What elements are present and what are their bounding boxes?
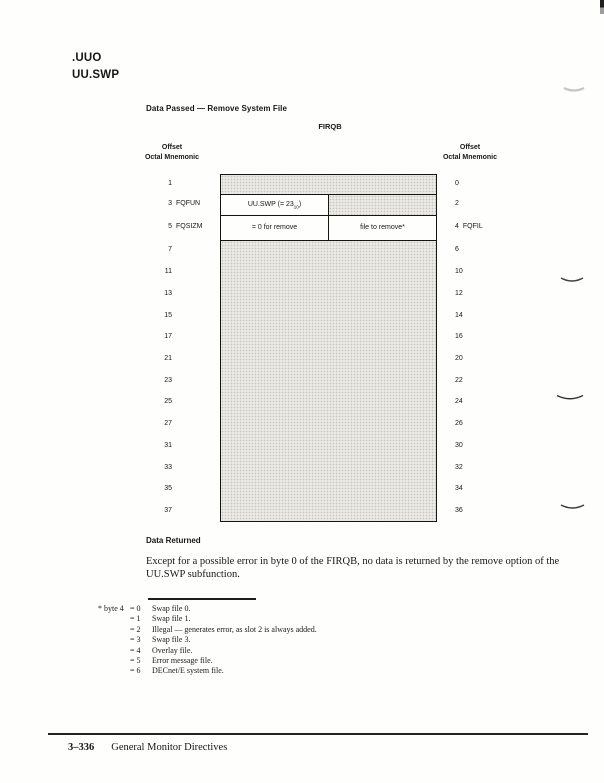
offset-label-left: 1 [168, 179, 172, 187]
footer-chapter-title: General Monitor Directives [111, 742, 228, 753]
offset-label-right: 24 [455, 398, 463, 406]
offset-label-right: 34 [455, 485, 463, 493]
offset-label-left: 27 [164, 420, 172, 428]
offset-label-left: 35 [164, 485, 172, 493]
offset-label-right: 26 [455, 420, 463, 428]
offset-header-left-line2: Octal Mnemonic [144, 153, 200, 161]
offset-label-left: 33 [164, 463, 172, 471]
data-returned-body: Except for a possible error in byte 0 of the FIRQB, no data is returned by the remove option of the UU.SWP subfunction. [146, 556, 560, 580]
scan-mark-right-4 [560, 503, 585, 512]
firqb-rows-reserved-block [221, 241, 436, 522]
firqb-diagram [220, 174, 437, 522]
scan-mark-top-right [600, 0, 604, 14]
page-number: 3–336 [68, 742, 95, 753]
offset-label-right: 22 [455, 376, 463, 384]
footnote-line: = 1 Swap file 1. [130, 614, 191, 624]
offset-label-right: 10 [455, 268, 463, 276]
offset-label-left: 5 FQSIZM [168, 223, 203, 231]
footnote-line: = 2 Illegal — generates error, as slot 2 is always added. [130, 624, 317, 634]
offset-label-right: 32 [455, 463, 463, 471]
offset-label-left: 13 [164, 289, 172, 297]
footnote-block [98, 604, 317, 677]
offset-label-right: 36 [455, 507, 463, 515]
offset-label-left: 37 [164, 507, 172, 515]
running-head-uuo: .UUO [72, 52, 102, 64]
firqb-row-reserved-0 [221, 175, 436, 195]
offset-label-left: 3 FQFUN [168, 200, 201, 208]
offset-label-right: 6 [455, 246, 459, 254]
running-head [72, 50, 119, 83]
data-returned-title: Data Returned [146, 536, 201, 545]
offset-header-right [410, 143, 530, 162]
footnote-line: = 6 DECnet/E system file. [130, 666, 224, 676]
offset-label-left: 11 [164, 268, 172, 276]
offset-label-right: 16 [455, 333, 463, 341]
firqb-cell-fqfil [329, 216, 436, 240]
firqb-diagram-title: FIRQB [318, 122, 342, 131]
offset-label-right: 20 [455, 355, 463, 362]
offset-header-right-line1: Offset [459, 144, 481, 151]
fqsizm-value: = 0 for remove [251, 224, 298, 232]
offset-header-right-line2: Octal Mnemonic [442, 153, 498, 161]
scan-mark-right-1 [563, 85, 585, 94]
offset-label-left: 25 [164, 398, 172, 406]
fqfil-value: file to remove* [360, 224, 405, 232]
offset-label-left: 17 [164, 333, 172, 341]
firqb-row-fqfun [221, 195, 436, 217]
offset-label-left: 15 [164, 311, 172, 319]
section-title: Data Passed — Remove System File [146, 104, 288, 113]
firqb-cell-fqsizm [221, 216, 329, 240]
offset-label-right: 14 [455, 311, 463, 319]
offset-label-right: 4 FQFIL [455, 223, 483, 231]
footnote-rule [148, 598, 256, 600]
offset-label-left: 7 [168, 246, 172, 254]
scan-mark-right-3 [556, 393, 584, 403]
offset-label-right: 30 [455, 441, 463, 449]
footnote-line: = 4 Overlay file. [130, 645, 193, 655]
offset-label-right: 0 [455, 179, 459, 187]
offset-label-left: 31 [164, 441, 172, 449]
footnote-line: * byte 4 = 0 Swap file 0. [98, 604, 191, 613]
offset-label-left: 21 [164, 355, 172, 362]
footnote-line: = 5 Error message file. [130, 656, 213, 666]
offset-header-left [112, 143, 232, 162]
scan-mark-right-2 [560, 276, 584, 285]
firqb-cell-offset2-reserved [329, 195, 436, 216]
firqb-cell-fqfun [221, 195, 329, 216]
running-head-uuswp: UU.SWP [72, 68, 120, 81]
page-footer [68, 742, 227, 753]
footnote-line: = 3 Swap file 3. [130, 635, 191, 645]
fqfun-value: UU.SWP (= $23_{10}$) [247, 200, 302, 209]
offset-label-right: 12 [455, 289, 463, 297]
firqb-row-fqsizm-fqfil [221, 216, 436, 241]
offset-label-left: 23 [164, 376, 172, 384]
offset-header-left-line1: Offset [161, 144, 183, 151]
footer-rule [48, 733, 588, 735]
offset-label-right: 2 [455, 200, 459, 208]
